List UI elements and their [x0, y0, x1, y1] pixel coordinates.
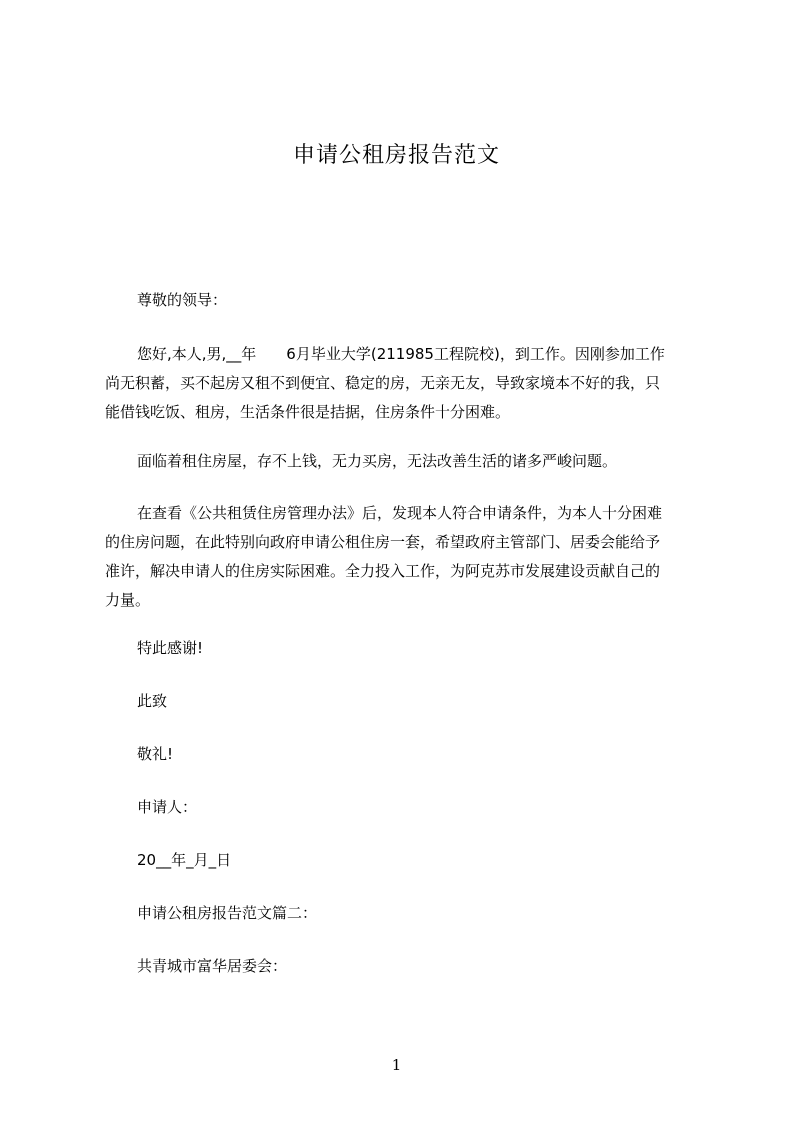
paragraph-3-line-2: 的住房问题，在此特别向政府申请公租住房一套，希望政府主管部门、居委会能给予	[105, 533, 661, 551]
date-text: 20__年_月_日	[137, 851, 232, 869]
section-2-salutation	[105, 952, 701, 981]
paragraph-1-line-2: 尚无积蓄，买不起房又租不到便宜、稳定的房，无亲无友，导致家境本不好的我，只	[105, 374, 661, 392]
paragraph-3-line-4: 力量。	[105, 591, 151, 609]
paragraph-2	[105, 447, 701, 476]
date-line	[105, 846, 701, 875]
document-title: 申请公租房报告范文	[292, 143, 500, 168]
paragraph-3	[105, 499, 701, 615]
paragraph-1-line-3: 能借钱吃饭、租房，生活条件很是拮据，住房条件十分困难。	[105, 403, 511, 421]
paragraph-1-line-1: 您好,本人,男,__年 6月毕业大学(211985工程院校)，到工作。因刚参加工作	[137, 345, 665, 363]
section-2-salutation-text: 共青城市富华居委会：	[137, 957, 288, 975]
salutation	[105, 286, 701, 315]
paragraph-3-line-3: 准许，解决申请人的住房实际困难。全力投入工作，为阿克苏市发展建设贡献自己的	[105, 562, 661, 580]
applicant-label: 申请人：	[137, 798, 198, 816]
paragraph-3-line-1: 在查看《公共租赁住房管理办法》后，发现本人符合申请条件，为本人十分困难	[137, 504, 663, 522]
thanks-line	[105, 634, 701, 663]
closing-line-2	[105, 740, 701, 769]
applicant-line	[105, 793, 701, 822]
closing-text-2: 敬礼!	[137, 745, 174, 763]
closing-text-1: 此致	[137, 692, 168, 710]
thanks-text: 特此感谢!	[137, 639, 204, 657]
section-2-title	[105, 899, 701, 928]
closing-line-1	[105, 687, 701, 716]
page-number: 1	[391, 1056, 402, 1074]
paragraph-1	[105, 340, 701, 427]
paragraph-2-text: 面临着租住房屋，存不上钱，无力买房，无法改善生活的诸多严峻问题。	[137, 452, 618, 470]
section-2-title-text: 申请公租房报告范文篇二：	[137, 904, 318, 922]
salutation-text: 尊敬的领导：	[137, 291, 228, 309]
